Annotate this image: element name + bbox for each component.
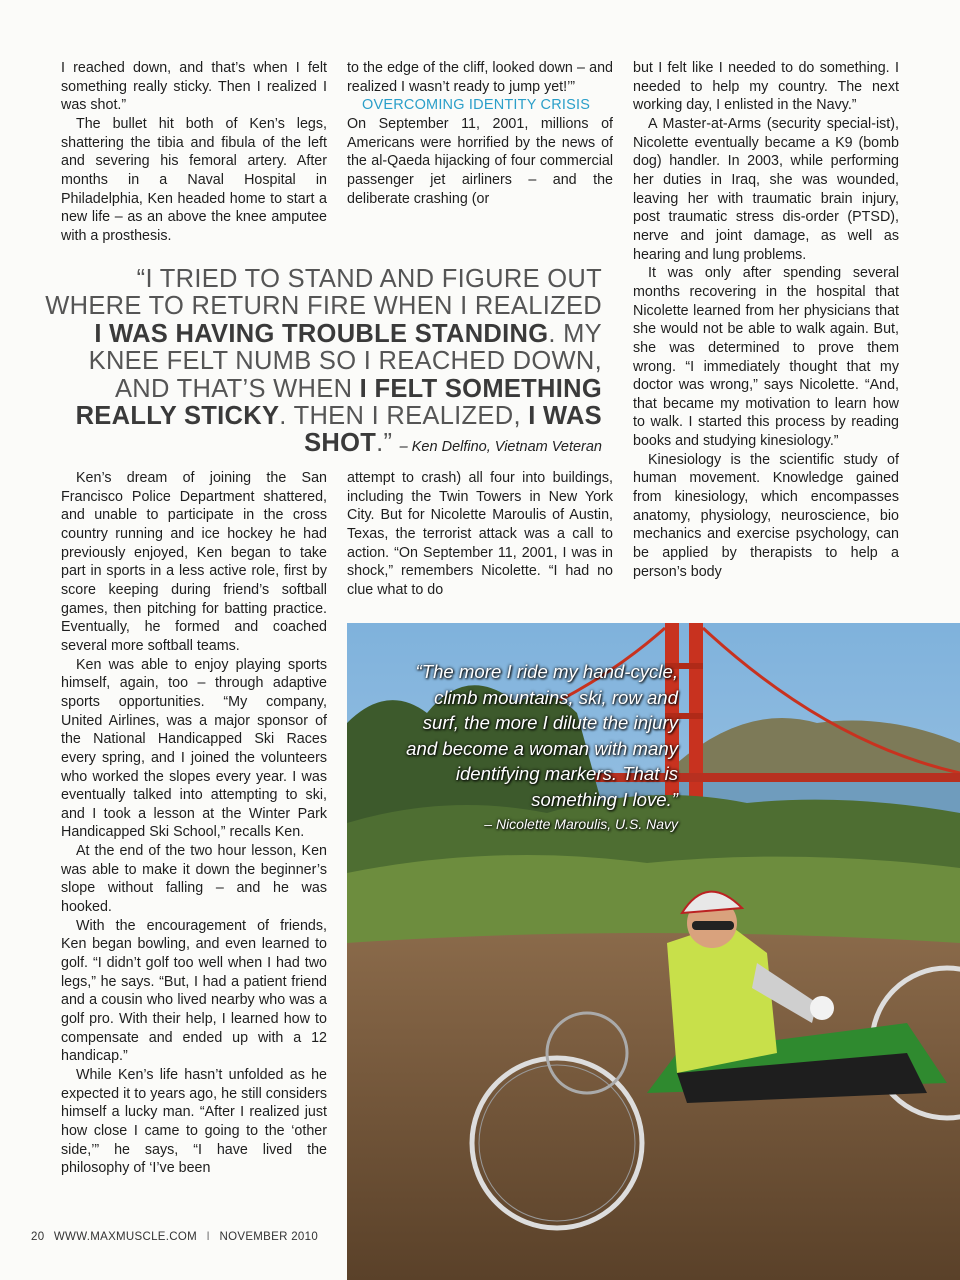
paragraph: At the end of the two hour lesson, Ken was able to make it down the beginner’s slope without falling – and he was hooked. [61,843,327,916]
issue-date: NOVEMBER 2010 [219,1231,319,1243]
footer-separator: I [206,1231,211,1243]
photo-quote-text: “The more I ride my hand-cycle, climb mountains, ski, row and surf, the more I dilute the injury and become a woman with many identifying markers. That is something I love.” [406,661,678,810]
photo-quote [395,659,678,835]
pull-quote-text: “I TRIED TO STAND AND FIGURE OUT WHERE TO RETURN FIRE WHEN I REALIZED [45,265,602,321]
paragraph: It was only after spending several months recovering in the hospital that Nicolette learned from her physicians that she would not be able to walk again. But, she was determined to prove them wrong. “I immediately thought that my doctor was wrong,” says Nicolette. “And, that became my motivation to learn how to walk. I started this process by reading books and studying kinesiology.” [633,265,899,450]
section-subhead: OVERCOMING IDENTITY CRISIS [362,97,591,114]
pull-quote-bold: I WAS HAVING TROUBLE STANDING [94,319,549,348]
pull-quote-attribution: – Ken Delfino, Vietnam Veteran [399,439,602,456]
pull-quote-bold: I FELT SOMETHING REALLY STICKY [75,374,602,431]
column-1-bottom [61,469,327,1178]
pull-quote-bold: I WAS SHOT [304,402,602,458]
paragraph: to the edge of the cliff, looked down – and realized I wasn’t ready to jump yet!’” [347,60,613,95]
pull-quote-text: . MY KNEE FELT NUMB SO I REACHED DOWN, AND THAT’S WHEN [88,319,602,403]
paragraph: attempt to crash) all four into buildings, including the Twin Towers in New York City. But for Nicolette Maroulis of Austin, Texas, the terrorist attack was a call to action. “On September 11, 2001, I was in shock,” remembers Nicolette. “I had no clue what to do [347,470,613,598]
column-2-bottom [347,469,613,600]
pull-quote-text: .” [376,429,400,458]
page-footer [31,1231,324,1243]
website: WWW.MAXMUSCLE.COM [53,1231,198,1243]
pull-quote [40,266,602,462]
column-3 [633,59,899,581]
pull-quote-text: . THEN I REALIZED, [279,402,529,431]
paragraph: A Master-at-Arms (security special-ist), Nicolette eventually became a K9 (bomb dog) handler. In 2003, while performing her duties in Iraq, she was wounded, leaving her with traumatic brain injury, post traumatic stress dis-order (PTSD), nerve and joint damage, as well as hearing and lung problems. [633,115,899,263]
paragraph: On September 11, 2001, millions of Americans were horrified by the news of the al-Qaeda hijacking of four commercial passenger jet airliners – and the deliberate crashing (or [347,115,613,207]
photo-quote-attribution: – Nicolette Maroulis, U.S. Navy [484,815,678,832]
paragraph: I reached down, and that’s when I felt something really sticky. Then I realized I was shot.” [61,60,327,114]
paragraph: Kinesiology is the scientific study of human movement. Knowledge gained from kinesiology, which encompasses anatomy, physiology, neuroscience, bio mechanics and exercise psychology, can be applied by therapists to help a person’s body [633,451,899,580]
paragraph: but I felt like I needed to do something. I needed to help my country. The next working day, I enlisted in the Navy.” [633,60,899,114]
column-1-top [61,59,327,246]
paragraph: Ken was able to enjoy playing sports himself, again, too – through adaptive sports opportunities. “My company, United Airlines, was a major sponsor of the National Handicapped Ski Races every spring, and I joined the volunteers who worked the slopes every year. I was eventually talked into attempting to ski, and I took a lesson at the Winter Park Handicapped Ski School,” recalls Ken. [61,656,327,841]
paragraph: With the encouragement of friends, Ken began bowling, and even learned to golf. “I didn’t golf too well when I had two legs,” he says. “But, I had a patient friend and a cousin who lived nearby who was a golf pro. With their help, I learned how to compensate and ended up with a 12 handicap.” [61,917,327,1065]
paragraph: While Ken’s life hasn’t unfolded as he expected it to years ago, he still considers himself a lucky man. “After I realized just how close I came to going to the ‘other side,’” he says, “I have lived the philosophy of ‘I’ve been [61,1067,327,1177]
paragraph: The bullet hit both of Ken’s legs, shattering the tibia and fibula of the left and severing his femoral artery. After months in a Naval Hospital in Philadelphia, Ken headed home to start a new life – as an above the knee amputee with a prosthesis. [61,115,327,244]
page-number: 20 [31,1231,45,1243]
paragraph: Ken’s dream of joining the San Francisco Police Department shattered, and unable to participate in the cross country running and ice hockey he had previously enjoyed, Ken began to take part in sports in a less active role, first by score keeping during friend’s softball games, then pitching for batting practice. Eventually, he formed and coached several more softball teams. [61,470,327,654]
column-2-top [347,59,613,208]
